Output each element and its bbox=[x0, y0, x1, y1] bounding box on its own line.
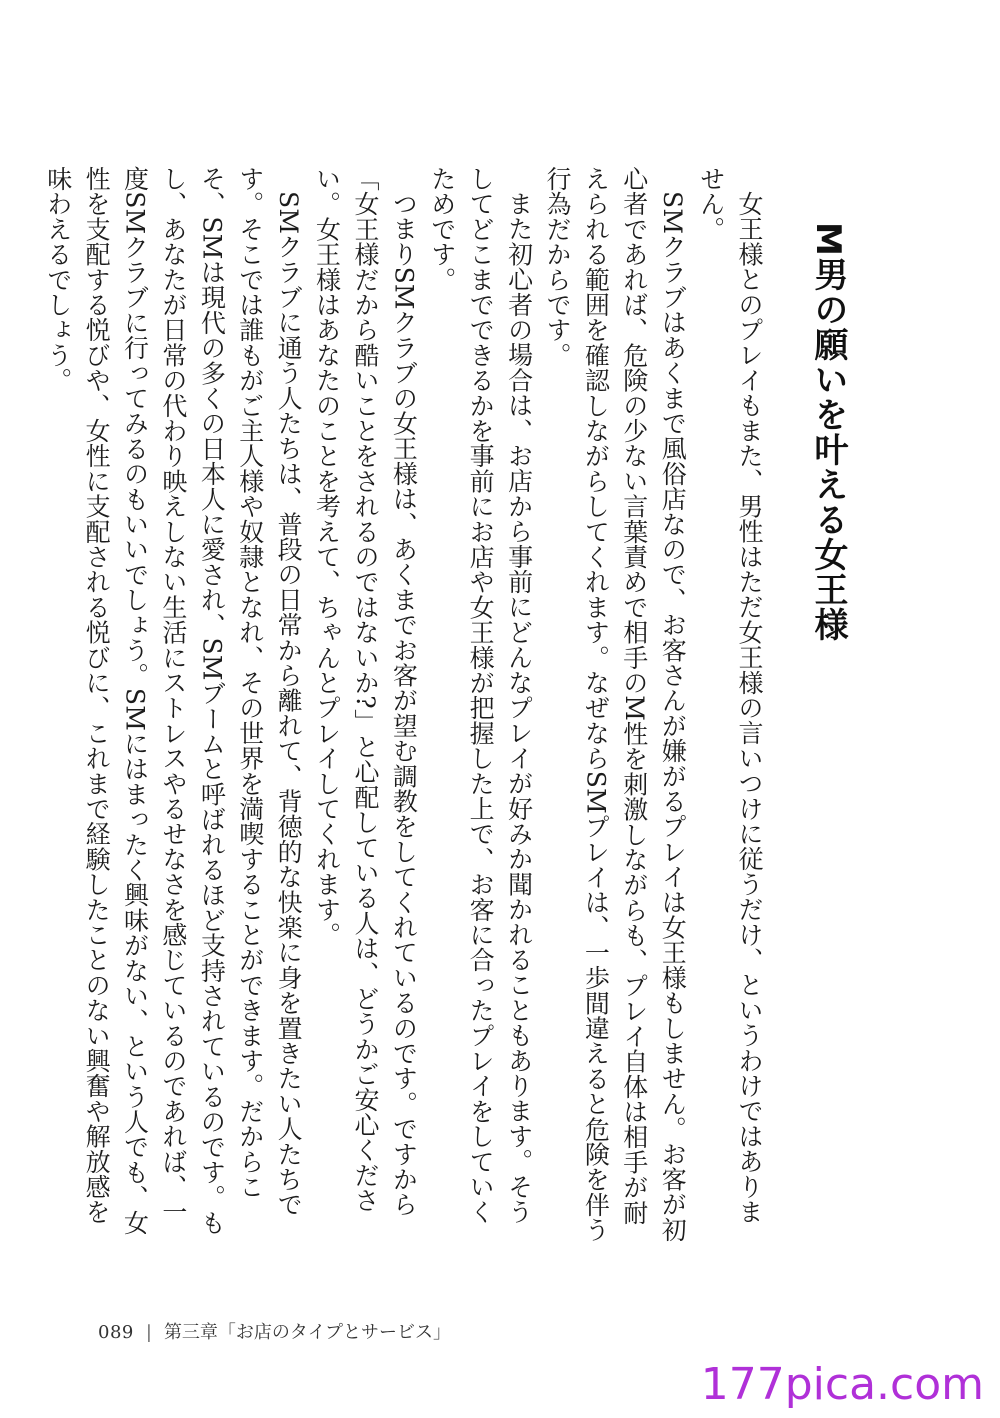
body-text bbox=[43, 166, 768, 1246]
site-watermark: 177pica.com bbox=[700, 1359, 984, 1410]
page-footer bbox=[98, 1318, 451, 1344]
paragraph: また初心者の場合は、お店から事前にどんなプレイが好みか聞かれることもあります。そうしてどこまでできるかを事前にお店や女王様が把握した上で、お客に合ったプレイをしていくためです。 bbox=[427, 166, 534, 1225]
page-number: 089 bbox=[98, 1322, 134, 1343]
paragraph: SMクラブはあくまで風俗店なので、お客さんが嫌がるプレイは女王様もしません。お客が初心者であれば、危険の少ない言葉責めで相手のM性を刺激しながらも、プレイ自体は相手が耐えられる範囲を確認しながらしてくれます。なぜならSMプレイは、一歩間違えると危険を伴う行為だからです。 bbox=[542, 166, 688, 1243]
paragraph: 女王様とのプレイもまた、男性はただ女王様の言いつけに従うだけ、というわけではありません。 bbox=[696, 166, 764, 1225]
section-heading: M男の願いを叶える女王様 bbox=[808, 222, 848, 642]
chapter-title: 第三章「お店のタイプとサービス」 bbox=[163, 1322, 452, 1343]
paragraph: SMクラブに通う人たちは、普段の日常から離れて、背徳的な快楽に身を置きたい人たちです。そこでは誰もがご主人様や奴隷となれ、その世界を満喫することができます。だからこそ、SMは現代の多くの日本人に愛され、SMブームと呼ばれるほど支持されているのです。もし、あなたが日常の代わり映えしない生活にストレスやるせなさを感じているのであれば、一度SMクラブに行ってみるのもいいでしょう。SMにはまったく興味がない、という人でも、女性を支配する悦びや、女性に支配される悦びに、これまで経験したことのない興奮や解放感を味わえるでしょう。 bbox=[43, 166, 304, 1236]
paragraph: つまりSMクラブの女王様は、あくまでお客が望む調教をしてくれているのです。ですから「女王様だから酷いことをされるのではないか?」と心配している人は、どうかご安心ください。女王様はあなたのことを考えて、ちゃんとプレイしてくれます。 bbox=[312, 166, 419, 1217]
footer-separator: | bbox=[145, 1322, 152, 1343]
